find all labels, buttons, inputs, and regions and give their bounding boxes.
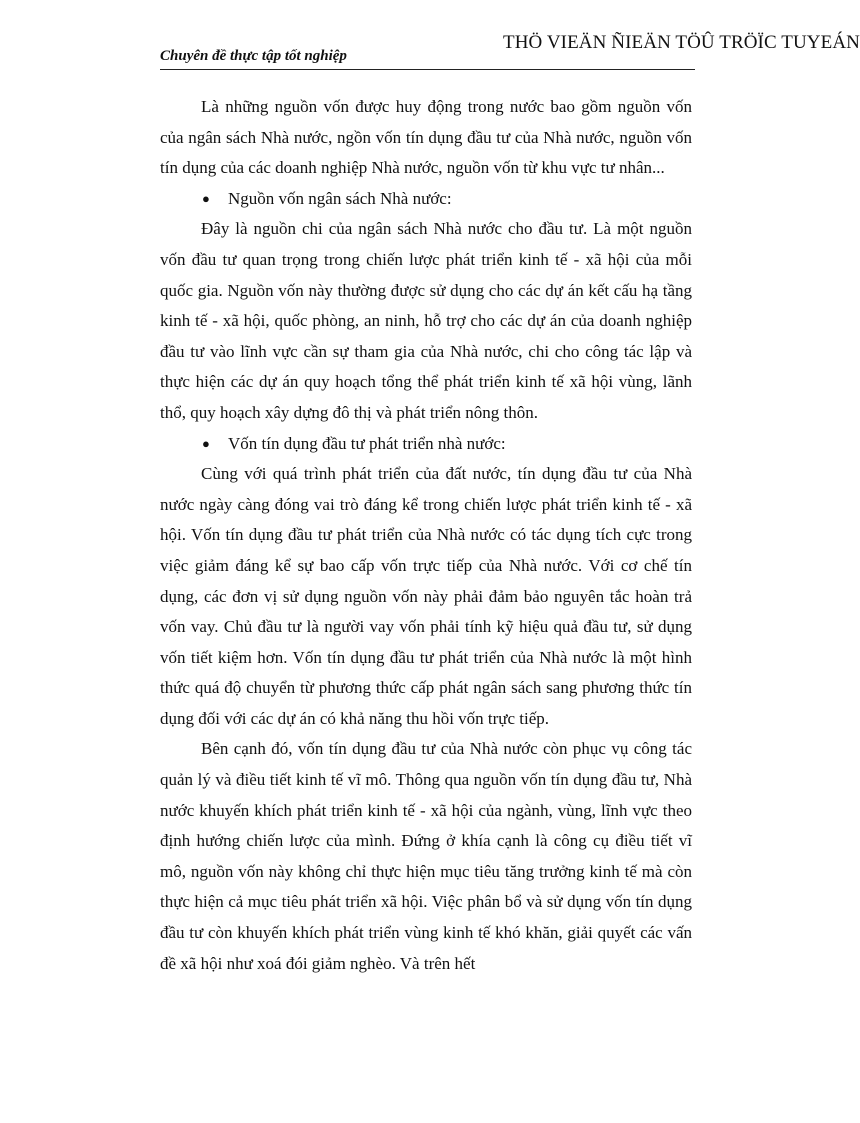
- header-title: Chuyên đề thực tập tốt nghiệp: [160, 48, 347, 64]
- paragraph-state-credit: Cùng với quá trình phát triển của đất nước, tín dụng đầu tư của Nhà nước ngày càng đóng vai trò đáng kể trong chiến lược phát triển kinh tế - xã hội. Vốn tín dụng đầu tư phát triển của Nhà nước có tác dụng tích cực trong việc giảm đáng kể sự bao cấp vốn trực tiếp của Nhà nước. Với cơ chế tín dụng, các đơn vị sử dụng nguồn vốn này phải đảm bảo nguyên tắc hoàn trả vốn vay. Chủ đầu tư là người vay vốn phải tính kỹ hiệu quả đầu tư, sử dụng vốn tiết kiệm hơn. Vốn tín dụng đầu tư phát triển của Nhà nước là một hình thức quá độ chuyển từ phương thức cấp phát ngân sách sang phương thức tín dụng đối với các dự án có khả năng thu hồi vốn trực tiếp.: [160, 464, 692, 728]
- bullet-text: Nguồn vốn ngân sách Nhà nước:: [228, 188, 452, 208]
- bullet-text: Vốn tín dụng đầu tư phát triển nhà nước:: [228, 433, 506, 453]
- bullet-item-state-credit: [160, 429, 692, 460]
- header-watermark: THÖ VIEÄN ÑIEÄN TÖÛ TRÖÏC TUYEÁN: [503, 32, 860, 53]
- header-divider: [160, 69, 695, 70]
- bullet-dot-icon: ●: [202, 435, 210, 451]
- bullet-item-state-budget: [160, 184, 692, 215]
- bullet-dot-icon: ●: [202, 190, 210, 206]
- paragraph-macro-role: Bên cạnh đó, vốn tín dụng đầu tư của Nhà nước còn phục vụ công tác quản lý và điều tiết kinh tế vĩ mô. Thông qua nguồn vốn tín dụng đầu tư, Nhà nước khuyến khích phát triển kinh tế - xã hội của ngành, vùng, lĩnh vực theo định hướng chiến lược của mình. Đứng ở khía cạnh là công cụ điều tiết vĩ mô, nguồn vốn này không chỉ thực hiện mục tiêu tăng trưởng kinh tế mà còn thực hiện cả mục tiêu phát triển xã hội. Việc phân bổ và sử dụng vốn tín dụng đầu tư còn khuyến khích phát triển vùng kinh tế khó khăn, giải quyết các vấn đề xã hội như xoá đói giảm nghèo. Và trên hết: [160, 739, 692, 973]
- paragraph-intro: Là những nguồn vốn được huy động trong nước bao gồm nguồn vốn của ngân sách Nhà nước, ngồn vốn tín dụng đầu tư của Nhà nước, nguồn vốn tín dụng của các doanh nghiệp Nhà nước, nguồn vốn từ khu vực tư nhân...: [160, 97, 692, 178]
- paragraph-state-budget: Đây là nguồn chi của ngân sách Nhà nước cho đầu tư. Là một nguồn vốn đầu tư quan trọng trong chiến lược phát triển kinh tế - xã hội của mỗi quốc gia. Nguồn vốn này thường được sử dụng cho các dự án kết cấu hạ tầng kinh tế - xã hội, quốc phòng, an ninh, hỗ trợ cho các dự án của doanh nghiệp đầu tư vào lĩnh vực cần sự tham gia của Nhà nước, chi cho công tác lập và thực hiện các dự án quy hoạch tổng thể phát triển kinh tế xã hội vùng, lãnh thổ, quy hoạch xây dựng đô thị và phát triển nông thôn.: [160, 219, 692, 422]
- document-body: [160, 92, 692, 979]
